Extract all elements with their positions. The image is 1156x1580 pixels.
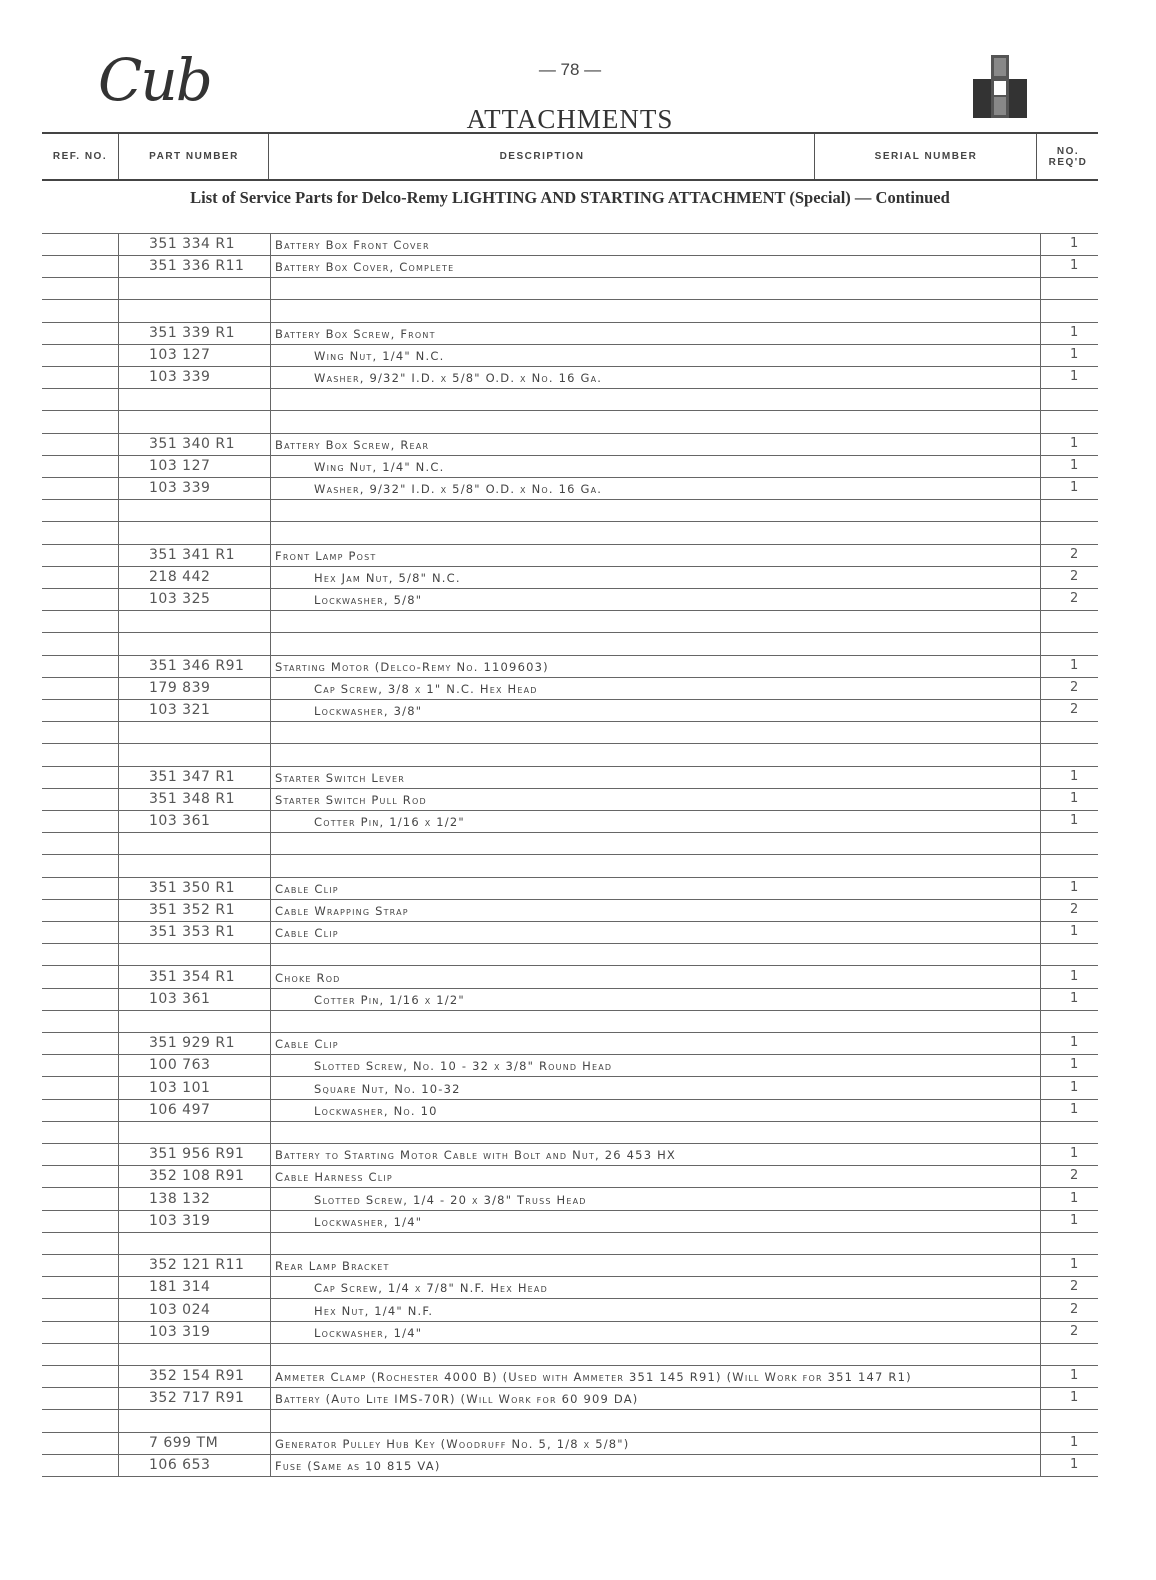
table-row bbox=[42, 277, 1098, 300]
description: Lockwasher, 1/4" bbox=[314, 1214, 423, 1229]
description: Starter Switch Pull Rod bbox=[275, 793, 427, 807]
description: Hex Jam Nut, 5/8" N.C. bbox=[314, 571, 461, 585]
part-number: 103 319 bbox=[149, 1212, 211, 1229]
description: Starting Motor (Delco-Remy No. 1109603) bbox=[275, 659, 549, 674]
page-number: — 78 — bbox=[538, 60, 602, 79]
part-number: 103 319 bbox=[149, 1323, 211, 1340]
quantity: 1 bbox=[1070, 1368, 1079, 1384]
table-row bbox=[42, 255, 1098, 278]
quantity: 1 bbox=[1070, 990, 1079, 1006]
col-ref-no: REF. NO. bbox=[52, 151, 108, 162]
part-number: 351 929 R1 bbox=[149, 1035, 235, 1052]
quantity: 1 bbox=[1070, 1057, 1079, 1073]
table-row bbox=[42, 366, 1098, 389]
description: Wing Nut, 1/4" N.C. bbox=[314, 349, 445, 363]
col-serial-number: SERIAL NUMBER bbox=[814, 134, 1037, 179]
table-row bbox=[42, 899, 1098, 922]
part-number: 351 341 R1 bbox=[149, 546, 235, 563]
description: Cable Clip bbox=[275, 1037, 339, 1052]
quantity: 1 bbox=[1070, 791, 1079, 806]
quantity: 2 bbox=[1070, 1301, 1079, 1317]
part-number: 351 350 R1 bbox=[149, 879, 235, 896]
quantity: 1 bbox=[1070, 435, 1079, 451]
description: Cap Screw, 1/4 x 7/8" N.F. Hex Head bbox=[314, 1281, 548, 1296]
table-row bbox=[42, 721, 1098, 744]
table-row bbox=[42, 788, 1098, 811]
quantity: 2 bbox=[1070, 702, 1079, 718]
quantity: 1 bbox=[1070, 236, 1079, 251]
quantity: 1 bbox=[1070, 1390, 1079, 1406]
quantity: 1 bbox=[1070, 1434, 1079, 1450]
part-number: 352 154 R91 bbox=[149, 1368, 245, 1385]
table-row bbox=[42, 1143, 1098, 1166]
quantity: 2 bbox=[1070, 1168, 1079, 1184]
table-row bbox=[42, 1210, 1098, 1233]
table-row bbox=[42, 1343, 1098, 1366]
table-row bbox=[42, 966, 1098, 989]
table-row bbox=[42, 1365, 1098, 1388]
part-number: 103 325 bbox=[149, 591, 211, 608]
part-number: 351 336 R11 bbox=[149, 258, 245, 275]
part-number: 351 340 R1 bbox=[149, 435, 235, 452]
description: Cable Clip bbox=[275, 881, 339, 896]
part-number: 181 314 bbox=[149, 1279, 211, 1296]
description: Cable Wrapping Strap bbox=[275, 904, 409, 918]
quantity: 1 bbox=[1070, 1101, 1079, 1117]
part-number: 7 699 TM bbox=[149, 1434, 219, 1451]
quantity: 1 bbox=[1070, 369, 1079, 385]
table-row bbox=[42, 300, 1098, 323]
table-row bbox=[42, 1432, 1098, 1455]
table-row bbox=[42, 810, 1098, 833]
table-row bbox=[42, 855, 1098, 878]
table-row bbox=[42, 1054, 1098, 1077]
description: Choke Rod bbox=[275, 970, 341, 985]
description: Hex Nut, 1/4" N.F. bbox=[314, 1303, 434, 1318]
description: Rear Lamp Bracket bbox=[275, 1259, 390, 1274]
table-row bbox=[42, 766, 1098, 789]
part-number: 100 763 bbox=[149, 1057, 211, 1074]
quantity: 2 bbox=[1070, 1323, 1079, 1339]
description: Square Nut, No. 10-32 bbox=[314, 1081, 461, 1096]
table-row bbox=[42, 832, 1098, 855]
quantity: 1 bbox=[1070, 458, 1079, 473]
table-row bbox=[42, 455, 1098, 478]
description: Battery (Auto Lite IMS-70R) (Will Work for 60 909 DA) bbox=[275, 1392, 639, 1407]
table-row bbox=[42, 411, 1098, 434]
quantity: 1 bbox=[1070, 347, 1079, 362]
part-number: 103 361 bbox=[149, 990, 211, 1007]
quantity: 1 bbox=[1070, 813, 1079, 829]
quantity: 1 bbox=[1070, 1035, 1079, 1051]
description: Cable Harness Clip bbox=[275, 1170, 393, 1185]
quantity: 1 bbox=[1070, 768, 1079, 784]
col-no-reqd: NO. REQ'D bbox=[1036, 134, 1099, 179]
part-number: 351 334 R1 bbox=[149, 236, 235, 252]
part-number: 103 101 bbox=[149, 1079, 211, 1096]
table-row bbox=[42, 744, 1098, 767]
quantity: 1 bbox=[1070, 879, 1079, 895]
description: Cotter Pin, 1/16 x 1/2" bbox=[314, 992, 465, 1007]
part-number: 351 956 R91 bbox=[149, 1146, 245, 1163]
list-subtitle: List of Service Parts for Delco-Remy LIGHTING AND STARTING ATTACHMENT (Special) — Continued bbox=[190, 188, 950, 207]
table-row bbox=[42, 233, 1098, 256]
part-number: 351 353 R1 bbox=[149, 924, 235, 941]
table-row bbox=[42, 877, 1098, 900]
table-row bbox=[42, 1254, 1098, 1277]
description: Starter Switch Lever bbox=[275, 770, 405, 785]
table-row bbox=[42, 610, 1098, 633]
description: Lockwasher, 5/8" bbox=[314, 593, 423, 608]
part-number: 351 354 R1 bbox=[149, 968, 235, 985]
col-part-number: PART NUMBER bbox=[118, 134, 269, 179]
description: Lockwasher, 3/8" bbox=[314, 704, 423, 719]
description: Battery to Starting Motor Cable with Bolt and Nut, 26 453 HX bbox=[275, 1148, 676, 1163]
part-number: 138 132 bbox=[149, 1190, 211, 1207]
part-number: 352 121 R11 bbox=[149, 1257, 245, 1274]
part-number: 352 717 R91 bbox=[149, 1390, 245, 1407]
description: Cotter Pin, 1/16 x 1/2" bbox=[314, 815, 465, 830]
quantity: 2 bbox=[1070, 546, 1079, 562]
part-number: 352 108 R91 bbox=[149, 1168, 245, 1185]
part-number: 351 352 R1 bbox=[149, 902, 235, 918]
table-row bbox=[42, 522, 1098, 545]
quantity: 1 bbox=[1070, 1457, 1079, 1472]
quantity: 2 bbox=[1070, 1279, 1079, 1295]
col-description: DESCRIPTION bbox=[268, 134, 815, 179]
part-number: 103 339 bbox=[149, 480, 211, 497]
description: Battery Box Front Cover bbox=[275, 238, 430, 252]
table-row bbox=[42, 1299, 1098, 1322]
quantity: 1 bbox=[1070, 324, 1079, 340]
description: Slotted Screw, No. 10 - 32 x 3/8" Round Head bbox=[314, 1059, 613, 1074]
table-row bbox=[42, 655, 1098, 678]
description: Battery Box Screw, Rear bbox=[275, 437, 430, 452]
cub-logo: Cub bbox=[98, 46, 211, 114]
quantity: 1 bbox=[1070, 657, 1079, 673]
description: Washer, 9/32" I.D. x 5/8" O.D. x No. 16 Ga. bbox=[314, 482, 603, 497]
quantity: 1 bbox=[1070, 1079, 1079, 1095]
description: Fuse (Same as 10 815 VA) bbox=[275, 1459, 441, 1473]
table-row bbox=[42, 921, 1098, 944]
description: Front Lamp Post bbox=[275, 548, 377, 563]
part-number: 103 127 bbox=[149, 347, 211, 363]
table-row bbox=[42, 588, 1098, 611]
description: Slotted Screw, 1/4 - 20 x 3/8" Truss Head bbox=[314, 1192, 587, 1207]
quantity: 1 bbox=[1070, 480, 1079, 496]
table-row bbox=[42, 1010, 1098, 1033]
quantity: 1 bbox=[1070, 1257, 1079, 1273]
description: Lockwasher, 1/4" bbox=[314, 1325, 423, 1340]
part-number: 103 339 bbox=[149, 369, 211, 386]
quantity: 1 bbox=[1070, 1146, 1079, 1162]
table-row bbox=[42, 1276, 1098, 1299]
table-row bbox=[42, 1032, 1098, 1055]
description: Battery Box Cover, Complete bbox=[275, 260, 455, 275]
table-row bbox=[42, 1077, 1098, 1100]
table-row bbox=[42, 1099, 1098, 1122]
ih-logo-icon bbox=[973, 55, 1027, 118]
table-row bbox=[42, 633, 1098, 656]
table-row bbox=[42, 544, 1098, 567]
table-row bbox=[42, 1121, 1098, 1144]
part-number: 106 653 bbox=[149, 1457, 211, 1473]
table-row bbox=[42, 566, 1098, 589]
quantity: 2 bbox=[1070, 680, 1079, 695]
table-row bbox=[42, 388, 1098, 411]
description: Washer, 9/32" I.D. x 5/8" O.D. x No. 16 Ga. bbox=[314, 371, 603, 386]
table-row bbox=[42, 433, 1098, 456]
table-row bbox=[42, 1454, 1098, 1477]
table-row bbox=[42, 943, 1098, 966]
description: Lockwasher, No. 10 bbox=[314, 1103, 438, 1118]
table-row bbox=[42, 1232, 1098, 1255]
table-row bbox=[42, 1165, 1098, 1188]
part-number: 179 839 bbox=[149, 680, 211, 696]
quantity: 1 bbox=[1070, 1190, 1079, 1206]
part-number: 351 346 R91 bbox=[149, 657, 245, 674]
table-row bbox=[42, 988, 1098, 1011]
quantity: 1 bbox=[1070, 1212, 1079, 1228]
table-row bbox=[42, 1410, 1098, 1433]
part-number: 103 127 bbox=[149, 458, 211, 474]
quantity: 2 bbox=[1070, 591, 1079, 607]
quantity: 1 bbox=[1070, 258, 1079, 274]
quantity: 1 bbox=[1070, 924, 1079, 940]
table-row bbox=[42, 1188, 1098, 1211]
part-number: 106 497 bbox=[149, 1101, 211, 1118]
description: Cap Screw, 3/8 x 1" N.C. Hex Head bbox=[314, 682, 538, 696]
quantity: 2 bbox=[1070, 902, 1079, 917]
quantity: 2 bbox=[1070, 569, 1079, 584]
quantity: 1 bbox=[1070, 968, 1079, 984]
description: Battery Box Screw, Front bbox=[275, 326, 436, 341]
part-number: 218 442 bbox=[149, 569, 211, 585]
table-row bbox=[42, 1321, 1098, 1344]
part-number: 103 361 bbox=[149, 813, 211, 830]
page-title: ATTACHMENTS bbox=[466, 104, 674, 134]
part-number: 103 024 bbox=[149, 1301, 211, 1318]
column-header bbox=[42, 132, 1098, 181]
table-row bbox=[42, 322, 1098, 345]
table-row bbox=[42, 699, 1098, 722]
table-row bbox=[42, 1387, 1098, 1410]
table-row bbox=[42, 477, 1098, 500]
part-number: 351 347 R1 bbox=[149, 768, 235, 785]
description: Ammeter Clamp (Rochester 4000 B) (Used with Ammeter 351 145 R91) (Will Work for 351 147 R1) bbox=[275, 1370, 912, 1385]
part-number: 103 321 bbox=[149, 702, 211, 719]
part-number: 351 348 R1 bbox=[149, 791, 235, 807]
table-row bbox=[42, 499, 1098, 522]
description: Generator Pulley Hub Key (Woodruff No. 5, 1/8 x 5/8") bbox=[275, 1436, 630, 1451]
part-number: 351 339 R1 bbox=[149, 324, 235, 341]
description: Cable Clip bbox=[275, 926, 339, 941]
description: Wing Nut, 1/4" N.C. bbox=[314, 460, 445, 474]
table-row bbox=[42, 677, 1098, 700]
table-row bbox=[42, 344, 1098, 367]
